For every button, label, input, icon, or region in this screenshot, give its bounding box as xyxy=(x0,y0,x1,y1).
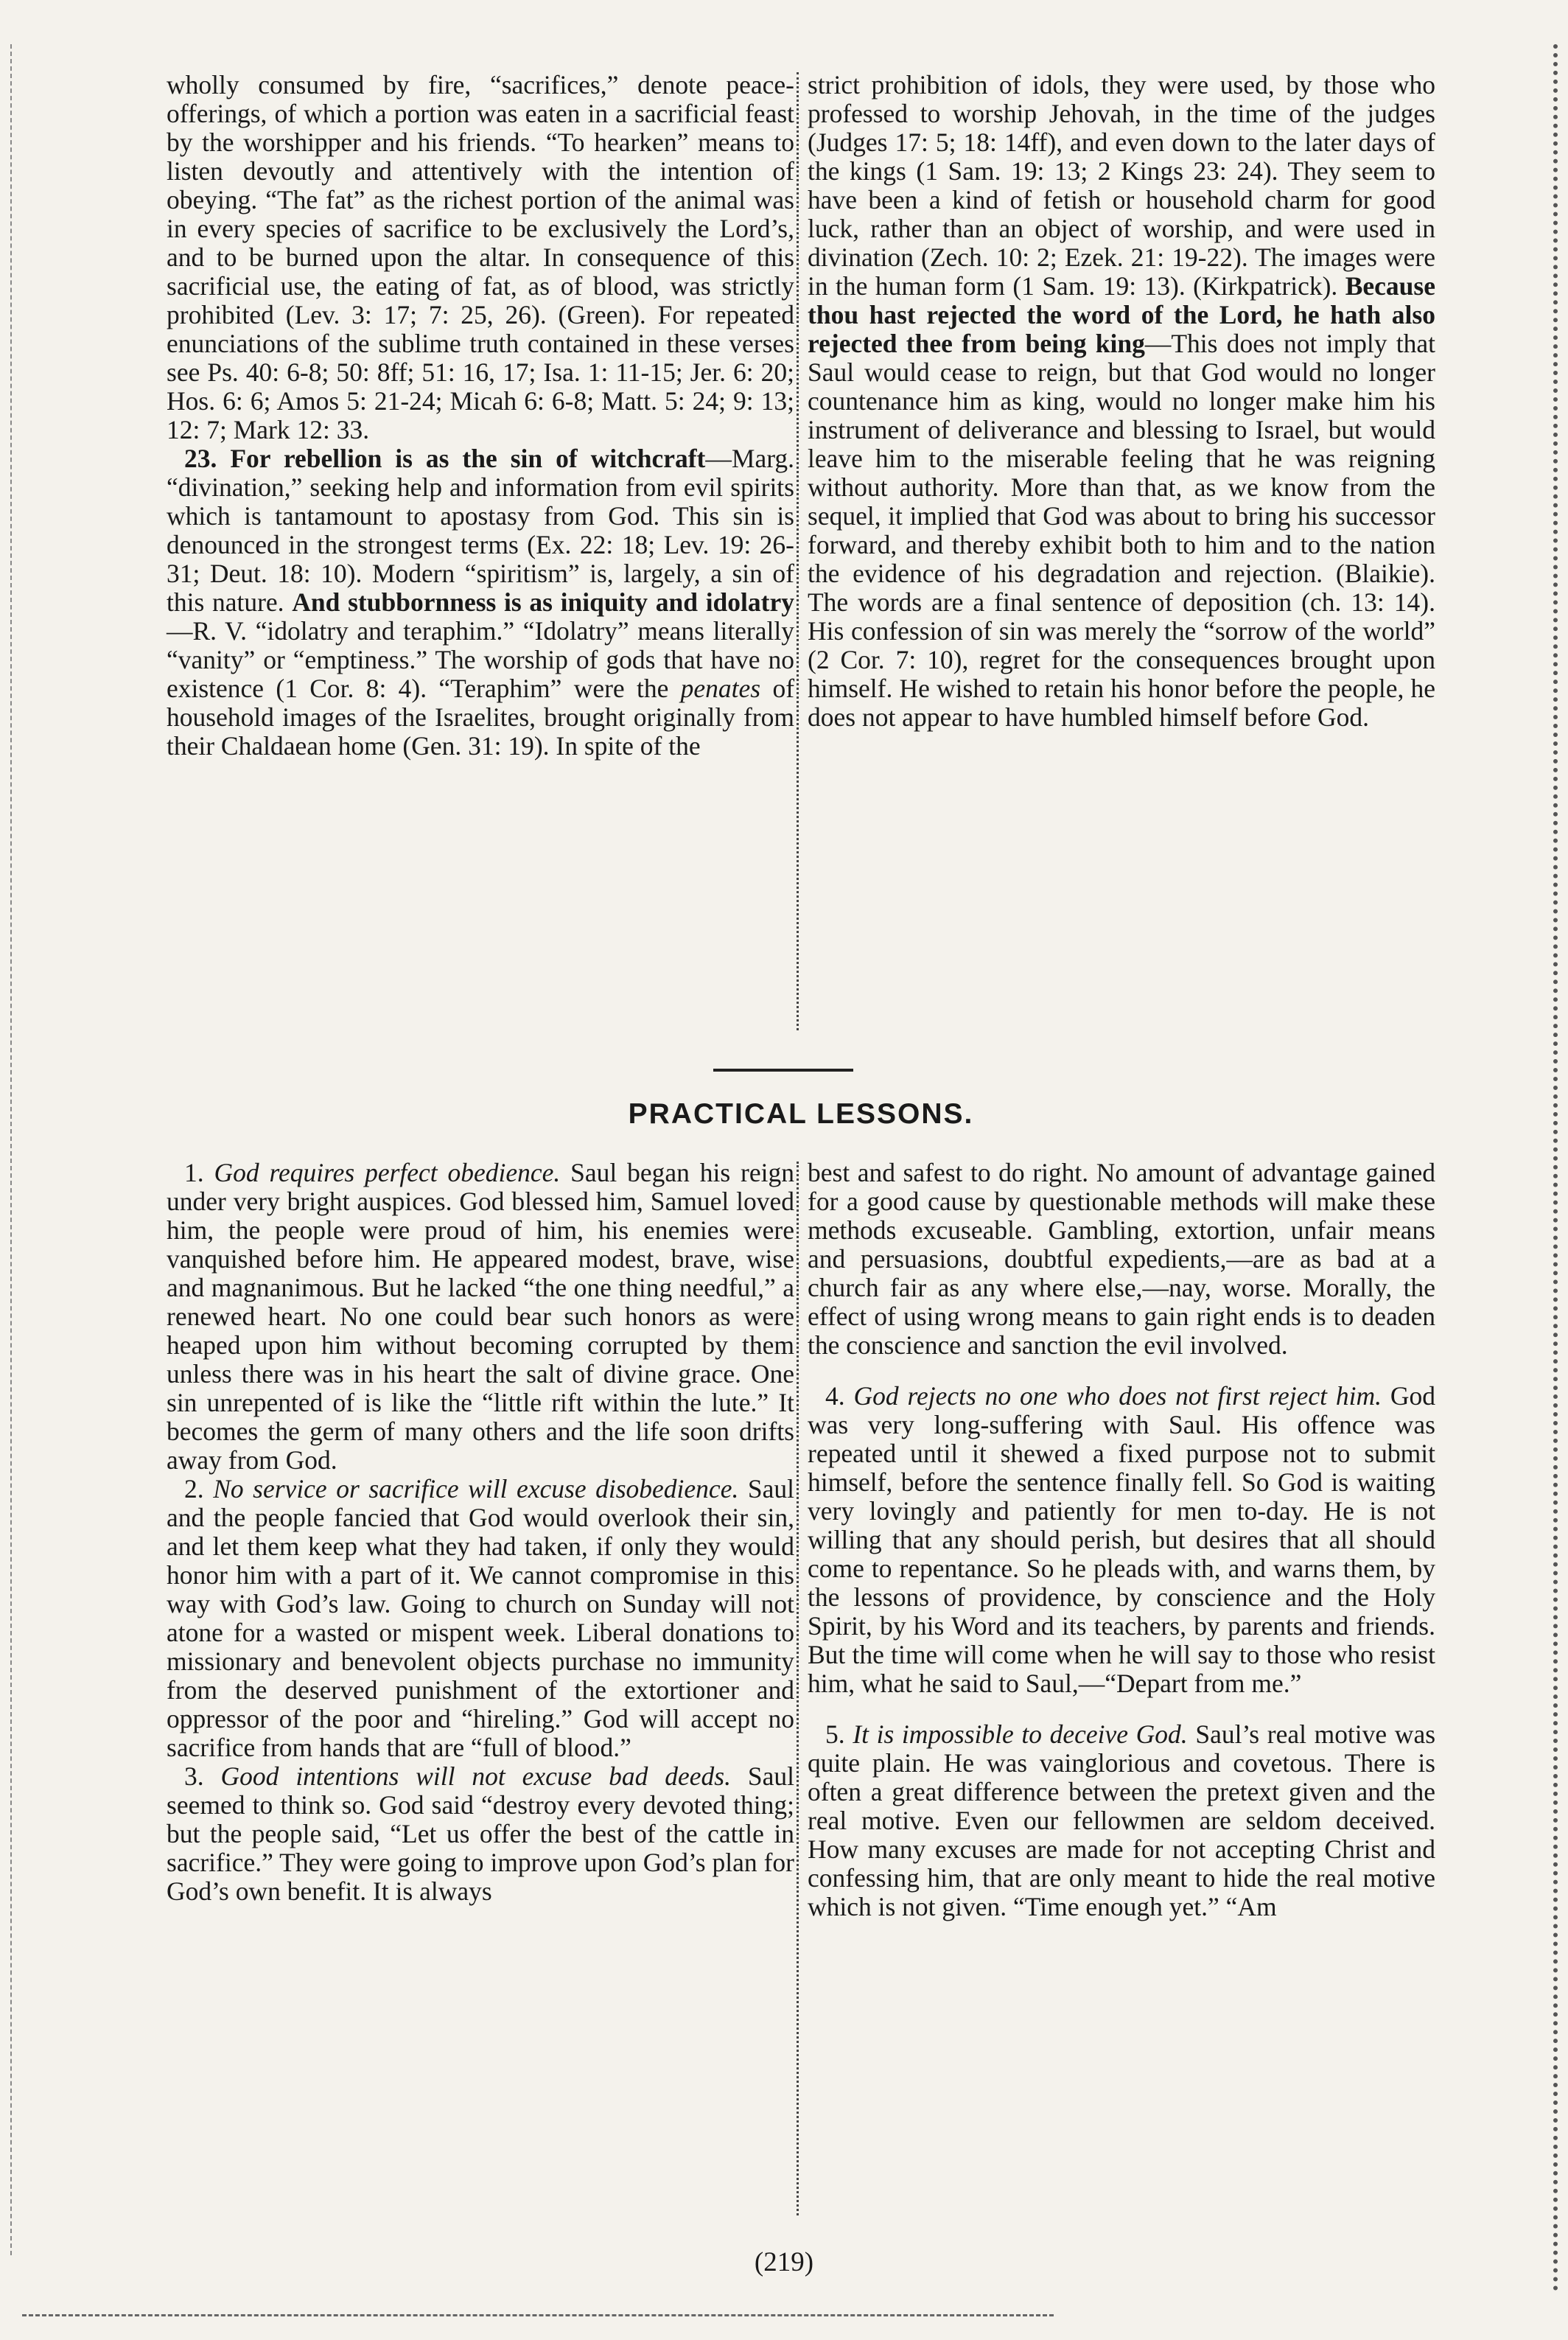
verse-lemma: For rebellion is as the sin of witchcraft xyxy=(230,444,706,473)
lessons-column-left xyxy=(167,1159,794,1906)
lesson-title: It is impossible to deceive God. xyxy=(853,1719,1188,1749)
lesson-item xyxy=(167,1159,794,1475)
verse-23-paragraph xyxy=(167,444,794,761)
commentary-text: —This does not imply that Saul would cease to reign, but that God would no longer countenance him as king, would no longer make him his instrument of deliverance and blessing to Israel, but would leave him to the miserable feeling that he was reigning without authority. More than that, as we know from the sequel, it implied that God was about to bring his successor forward, and thereby exhibit both to him and to the nation the evidence of his degradation and rejection. (Blaikie). The words are a final sentence of deposition (ch. 13: 14). His confession of sin was merely the “sorrow of the world” (2 Cor. 7: 10), regret for the consequences brought upon himself. He wished to retain his honor before the people, he does not appear to have humbled himself before God. xyxy=(808,329,1436,732)
verse-lemma: Because thou hast rejected the word of the Lord, he hath also rejected thee from being king xyxy=(808,271,1435,358)
commentary-paragraph xyxy=(808,71,1435,732)
lesson-title: God rejects no one who does not first reject him. xyxy=(853,1381,1382,1411)
lesson-continuation: best and safest to do right. No amount of advantage gained for a good cause by questionable methods will make these methods excuseable. Gambling, extortion, unfair means and persuasions, doubtful expedients,—are as bad at a church fair as any where else,—nay, worse. Morally, the effect of using wrong means to gain right ends is to deaden the conscience and sanction the evil involved. xyxy=(808,1158,1435,1360)
lesson-number: 3. xyxy=(184,1761,204,1791)
verse-lemma: And stubbornness is as iniquity and idolatry xyxy=(292,587,794,617)
lessons-column-right xyxy=(808,1159,1435,1921)
lesson-item xyxy=(808,1382,1435,1698)
lesson-body: Saul and the people fancied that God would overlook their sin, and let them keep what they had taken, if only they would honor him with a part of it. We cannot compromise in this way with God’s law. Going to church on Sunday will not atone for a wasted or mispent week. Liberal donations to missionary and benevolent objects purchase no immunity from the deserved punishment of the extortioner and oppressor of the poor and “hireling.” God will accept no sacrifice from hands that are “full of blood.” xyxy=(167,1474,795,1762)
lesson-title: Good intentions will not excuse bad deeds. xyxy=(220,1761,731,1791)
scan-edge-left xyxy=(10,44,19,2255)
italic-term: penates xyxy=(680,674,761,703)
lesson-number: 2. xyxy=(184,1474,204,1503)
lesson-item xyxy=(808,1720,1435,1921)
commentary-text: —R. V. “idolatry and teraphim.” “Idolatry” means literally “vanity” or “emptiness.” The worship of gods that have no existence (1 Cor. 8: 4). “Teraphim” were the xyxy=(167,616,794,703)
scan-edge-bottom xyxy=(22,2314,1054,2316)
lesson-body: Saul’s real motive was quite plain. He was vainglorious and covetous. There is often a great difference between the pretext given and the real motive. Even our fellowmen are seldom deceived. How many excuses are made for not accepting Christ and confessing him, that are only meant to hide the real motive which is not given. “Time enough yet.” “Am xyxy=(808,1719,1436,1921)
column-divider xyxy=(797,1162,799,2215)
section-heading: PRACTICAL LESSONS. xyxy=(628,1098,974,1130)
lesson-title: God requires perfect obedience. xyxy=(214,1158,561,1187)
commentary-paragraph: wholly consumed by fire, “sacrifices,” denote peace-offerings, of which a portion was eaten in a sacrificial feast by the worshipper and his friends. “To hearken” means to listen devoutly and attentively with the intention of obeying. “The fat” as the richest portion of the animal was in every species of sacrifice to be exclusively the Lord’s, and to be burned upon the altar. In consequence of this sacrificial use, the eating of fat, as of blood, was strictly prohibited (Lev. 3: 17; 7: 25, 26). (Green). For repeated enunciations of the sublime truth contained in these verses see Ps. 40: 6-8; 50: 8ff; 51: 16, 17; Isa. 1: 11-15; Jer. 6: 20; Hos. 6: 6; Amos 5: 21-24; Micah 6: 6-8; Matt. 5: 24; 9: 13; 12: 7; Mark 12: 33. xyxy=(167,70,794,444)
lesson-item xyxy=(167,1475,794,1762)
lesson-body: Saul began his reign under very bright auspices. God blessed him, Samuel loved him, the people were proud of him, his enemies were vanquished before him. He appeared modest, brave, wise and magnanimous. But he lacked “the one thing needful,” a renewed heart. No one could bear such honors as were heaped upon him without becoming corrupted by them unless there was in his heart the salt of divine grace. One sin unrepented of is like the “little rift within the lute.” It becomes the germ of many others and the life soon drifts away from God. xyxy=(167,1158,794,1475)
page-number: (219) xyxy=(754,2247,814,2277)
scan-edge-right xyxy=(1543,44,1558,2292)
lesson-title: No service or sacrifice will excuse disobedience. xyxy=(213,1474,739,1503)
lesson-item xyxy=(167,1762,794,1906)
commentary-text: —Marg. “divination,” seeking help and information from evil spirits which is tantamount to apostasy from God. This sin is denounced in the strongest terms (Ex. 22: 18; Lev. 19: 26-31; Deut. 18: 10). Modern “spiritism” is, largely, a sin of this nature. xyxy=(167,444,795,617)
lesson-body: Saul seemed to think so. God said “destroy every devoted thing; but the people said, “Let us offer the best of the cattle in sacrifice.” They were going to improve upon God’s plan for God’s own benefit. It is always xyxy=(167,1761,795,1906)
verse-number: 23. xyxy=(184,444,217,473)
section-rule xyxy=(713,1069,853,1072)
lesson-number: 4. xyxy=(825,1381,845,1411)
lesson-body: God was very long-suffering with Saul. His offence was repeated until it shewed a fixed purpose not to submit himself, before the sentence finally fell. So God is waiting very lovingly and patiently for men to-day. He is not willing that any should perish, but desires that all should come to repentance. So he pleads with, and warns them, by the lessons of providence, by conscience and the Holy Spirit, by his Word and its teachers, by parents and friends. But the time will come when he will say to those who resist him, what he said to Saul,—“Depart from me.” xyxy=(808,1381,1436,1698)
commentary-text: strict prohibition of idols, they were used, by those who professed to worship Jehovah, in the time of the judges (Judges 17: 5; 18: 14ff), and even down to the later days of the kings (1 Sam. 19: 13; 2 Kings 23: 24). They seem to have been a kind of fetish or household charm for good luck, rather than an object of worship, and were used in divination (Zech. 10: 2; Ezek. 21: 19-22). The images were in the human form (1 Sam. 19: 13). (Kirkpatrick). xyxy=(808,70,1435,301)
commentary-text: of household images of the Israelites, brought originally from their Chaldaean home (Gen. 31: 19). In spite of the xyxy=(167,674,795,761)
commentary-column-left xyxy=(167,71,794,761)
commentary-column-right xyxy=(808,71,1435,732)
lesson-number: 1. xyxy=(184,1158,204,1187)
column-divider xyxy=(797,72,799,1030)
lesson-number: 5. xyxy=(825,1719,845,1749)
